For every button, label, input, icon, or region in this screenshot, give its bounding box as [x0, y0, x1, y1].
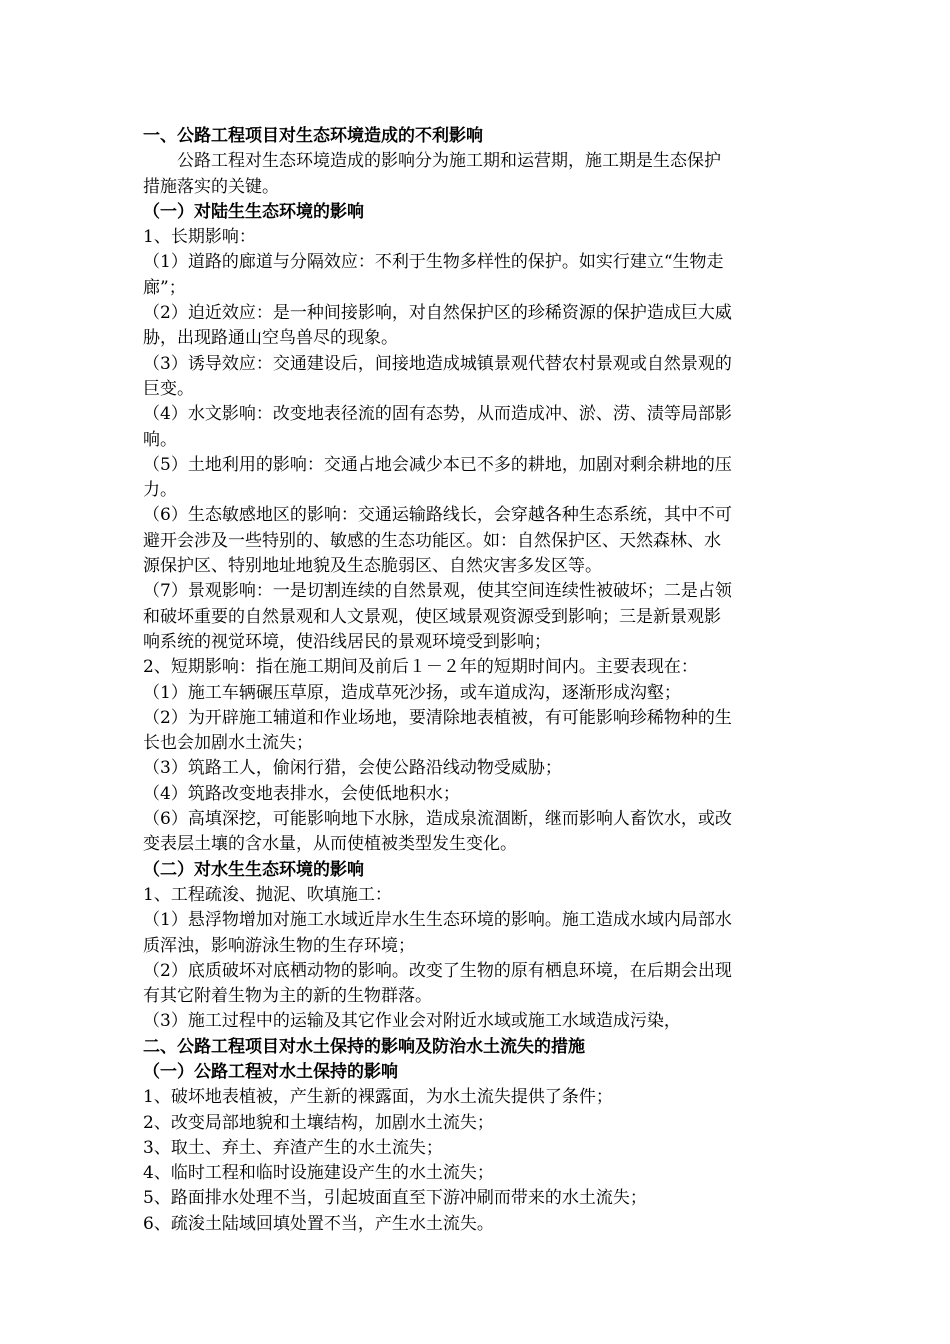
- paragraph-line: 避开会涉及一些特别的、敏感的生态功能区。如：自然保护区、天然森林、水: [143, 530, 721, 551]
- paragraph-line: 长也会加剧水土流失；: [143, 733, 313, 754]
- paragraph-line: 公路工程对生态环境造成的影响分为施工期和运营期，施工期是生态保护: [177, 151, 721, 172]
- paragraph-line: 源保护区、特别地址地貌及生态脆弱区、自然灾害多发区等。: [143, 556, 602, 577]
- paragraph-line: 廊”；: [143, 277, 186, 298]
- paragraph-line: 巨变。: [143, 378, 194, 399]
- paragraph-line: 4、临时工程和临时设施建设产生的水土流失；: [143, 1163, 494, 1184]
- paragraph-line: （2）迫近效应：是一种间接影响，对自然保护区的珍稀资源的保护造成巨大威: [143, 303, 732, 324]
- paragraph-line: 质浑浊，影响游泳生物的生存环境；: [143, 935, 415, 956]
- paragraph-line: 措施落实的关键。: [143, 176, 279, 197]
- paragraph-line: 1、长期影响：: [143, 227, 256, 248]
- paragraph-line: （1）悬浮物增加对施工水域近岸水生生态环境的影响。施工造成水域内局部水: [143, 910, 732, 931]
- paragraph-line: （3）施工过程中的运输及其它作业会对附近水域或施工水域造成污染，: [143, 1011, 681, 1032]
- section-heading: 一、公路工程项目对生态环境造成的不利影响: [143, 126, 483, 146]
- paragraph-line: 3、取土、弃土、弃渣产生的水土流失；: [143, 1137, 443, 1158]
- paragraph-line: 1、工程疏浚、抛泥、吹填施工：: [143, 884, 392, 905]
- section-heading: （二）对水生生态环境的影响: [143, 859, 364, 880]
- paragraph-line: （1）道路的廊道与分隔效应：不利于生物多样性的保护。如实行建立“生物走: [143, 252, 724, 273]
- paragraph-line: （2）为开辟施工辅道和作业场地，要清除地表植被，有可能影响珍稀物种的生: [143, 707, 732, 728]
- paragraph-line: 有其它附着生物为主的新的生物群落。: [143, 986, 432, 1007]
- section-heading: （一）公路工程对水土保持的影响: [143, 1061, 398, 1082]
- paragraph-line: 响。: [143, 429, 177, 450]
- document-page: [143, 124, 813, 1237]
- paragraph-line: （6）生态敏感地区的影响：交通运输路线长，会穿越各种生态系统，其中不可: [143, 505, 732, 526]
- paragraph-line: 5、路面排水处理不当，引起坡面直至下游冲刷而带来的水土流失；: [143, 1188, 647, 1209]
- paragraph-line: （4）筑路改变地表排水，会使低地积水；: [143, 783, 460, 804]
- paragraph-line: 2、改变局部地貌和土壤结构，加剧水土流失；: [143, 1112, 494, 1133]
- paragraph-line: （6）高填深挖，可能影响地下水脉，造成泉流涸断，继而影响人畜饮水，或改: [143, 809, 732, 830]
- paragraph-line: 6、疏浚土陆域回填处置不当，产生水土流失。: [143, 1213, 494, 1234]
- paragraph-line: （3）诱导效应：交通建设后，间接地造成城镇景观代替农村景观或自然景观的: [143, 353, 732, 374]
- paragraph-line: 2、短期影响：指在施工期间及前后１－２年的短期时间内。主要表现在：: [143, 657, 698, 678]
- paragraph-line: 和破坏重要的自然景观和人文景观，使区域景观资源受到影响；三是新景观影: [143, 606, 721, 627]
- paragraph-line: 变表层土壤的含水量，从而使植被类型发生变化。: [143, 834, 517, 855]
- paragraph-line: （3）筑路工人，偷闲行猎，会使公路沿线动物受威胁；: [143, 758, 562, 779]
- paragraph-line: 力。: [143, 480, 177, 501]
- paragraph-line: （7）景观影响：一是切割连续的自然景观，使其空间连续性被破坏；二是占领: [143, 581, 732, 602]
- paragraph-line: 响系统的视觉环境，使沿线居民的景观环境受到影响；: [143, 631, 551, 652]
- paragraph-line: （1）施工车辆碾压草原，造成草死沙扬，或车道成沟，逐渐形成沟壑；: [143, 682, 681, 703]
- section-heading: （一）对陆生生态环境的影响: [143, 201, 364, 222]
- section-heading: 二、公路工程项目对水土保持的影响及防治水土流失的措施: [143, 1036, 585, 1057]
- paragraph-line: 胁，出现路通山空鸟兽尽的现象。: [143, 328, 398, 349]
- paragraph-line: （5）土地利用的影响：交通占地会减少本已不多的耕地，加剧对剩余耕地的压: [143, 454, 732, 475]
- paragraph-line: 1、破坏地表植被，产生新的裸露面，为水土流失提供了条件；: [143, 1087, 613, 1108]
- paragraph-line: （4）水文影响：改变地表径流的固有态势，从而造成冲、淤、涝、渍等局部影: [143, 404, 732, 425]
- paragraph-line: （2）底质破坏对底栖动物的影响。改变了生物的原有栖息环境，在后期会出现: [143, 960, 732, 981]
